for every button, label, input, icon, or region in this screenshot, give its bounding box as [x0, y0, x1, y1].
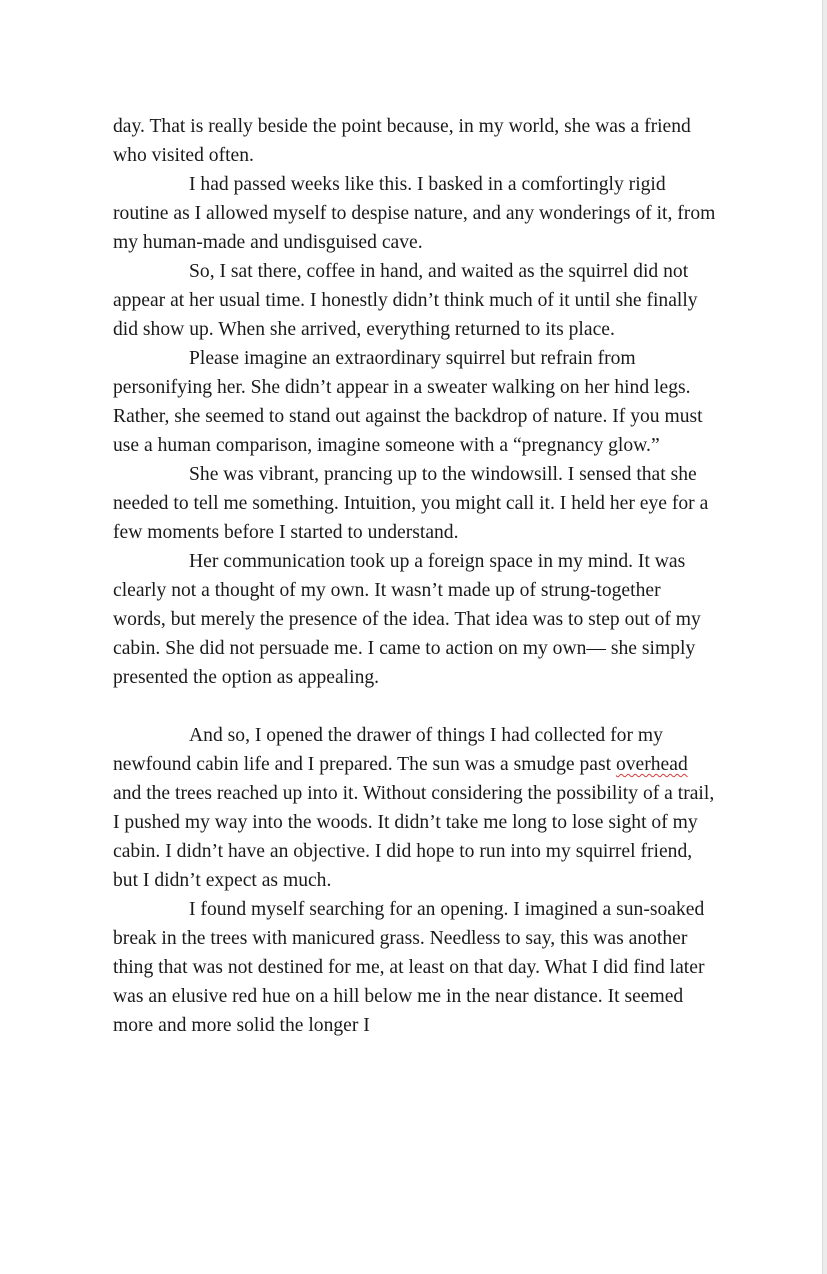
page-edge — [822, 0, 827, 1274]
paragraph-3: So, I sat there, coffee in hand, and waited as the squirrel did not appear at her usual time. I honestly didn’t think much of it until she finally did show up. When she arrived, everything returned to its place. — [113, 261, 698, 340]
paragraph-4: Please imagine an extraordinary squirrel but refrain from personifying her. She didn’t appear in a sweater walking on her hind legs. Rather, she seemed to stand out against the backdrop of nature. If you must use a human comparison, imagine someone with a “pregnancy glow.” — [113, 348, 703, 456]
spellcheck-flagged-word[interactable]: overhead — [615, 754, 688, 775]
paragraph-1: day. That is really beside the point because, in my world, she was a friend who visited often. — [113, 116, 691, 166]
blank-line — [113, 692, 718, 721]
paragraph-7-start: And so, I opened the drawer of things I had collected for my newfound cabin life and I prepared. The sun was a smudge past — [113, 725, 663, 775]
paragraph-8: I found myself searching for an opening. I imagined a sun-soaked break in the trees with manicured grass. Needless to say, this was another thing that was not destined for me, at least on that day. What I did find later was an elusive red hue on a hill below me in the near distance. It seemed more and more solid the longer I — [113, 899, 705, 1036]
paragraph-5: She was vibrant, prancing up to the windowsill. I sensed that she needed to tell me something. Intuition, you might call it. I held her eye for a few moments before I started to understand. — [113, 464, 709, 543]
document-body — [113, 112, 718, 1040]
paragraph-6: Her communication took up a foreign space in my mind. It was clearly not a thought of my own. It wasn’t made up of strung-together words, but merely the presence of the idea. That idea was to step out of my cabin. She did not persuade me. I came to action on my own— she simply presented the option as appealing. — [113, 551, 701, 688]
paragraph-7-end: and the trees reached up into it. Without considering the possibility of a trail, I pushed my way into the woods. It didn’t take me long to lose sight of my cabin. I didn’t have an objective. I did hope to run into my squirrel friend, but I didn’t expect as much. — [113, 783, 715, 891]
paragraph-7 — [113, 721, 718, 895]
paragraph-2: I had passed weeks like this. I basked in a comfortingly rigid routine as I allowed myself to despise nature, and any wonderings of it, from my human-made and undisguised cave. — [113, 174, 716, 253]
